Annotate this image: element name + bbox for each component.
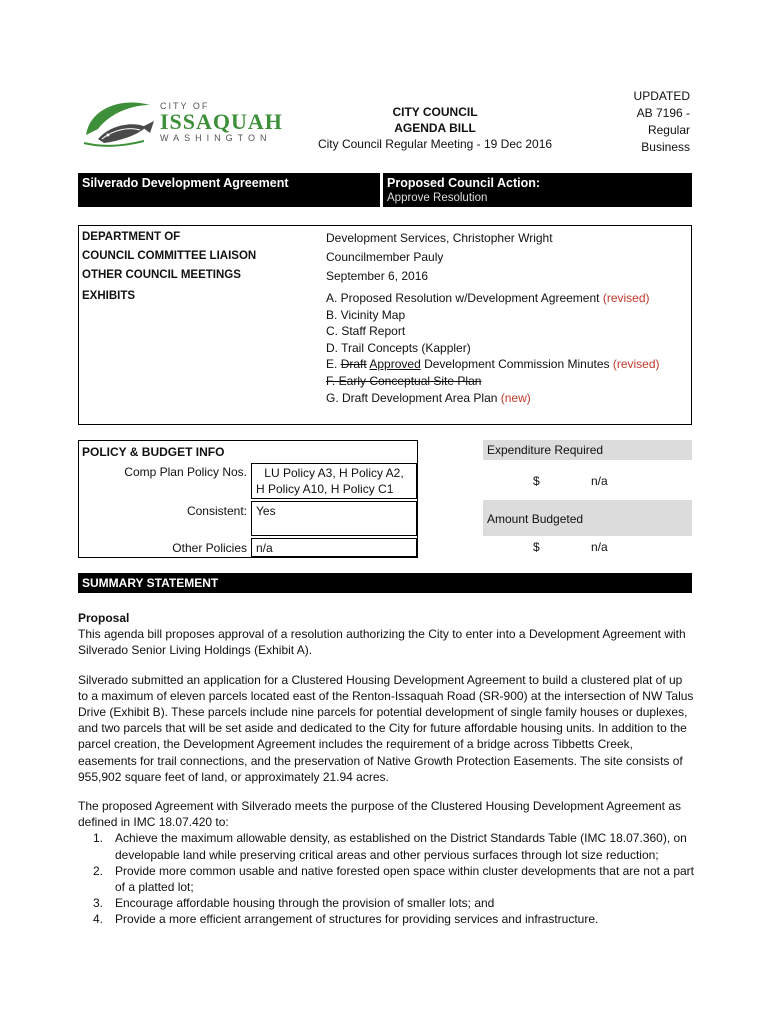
header-updated: UPDATED	[633, 89, 690, 103]
list-number: 2.	[93, 863, 104, 878]
other-policies-value: n/a	[251, 538, 417, 557]
exhibits-label: EXHIBITS	[82, 290, 136, 302]
exhibit-a[interactable]: A. Proposed Resolution w/Development Agreement	[326, 291, 600, 305]
logo-state: WASHINGTON	[160, 133, 272, 143]
exhibit-item	[326, 356, 660, 373]
department-value: Development Services, Christopher Wright	[326, 231, 553, 245]
council-action-label: Proposed Council Action:	[387, 176, 541, 190]
consistent-label: Consistent:	[186, 504, 247, 518]
struck-text: Draft	[340, 357, 367, 372]
list-number: 1.	[93, 831, 104, 846]
liaison-label: COUNCIL COMMITTEE LIAISON	[82, 250, 257, 262]
dollar-sign: $	[533, 540, 540, 554]
other-policies-label: Other Policies	[172, 541, 247, 555]
policy-box	[78, 440, 418, 558]
dollar-sign: $	[533, 474, 540, 488]
list-item	[78, 895, 694, 911]
header-line2: AGENDA BILL	[394, 121, 476, 135]
budget-box	[483, 440, 692, 558]
comp-plan-line1: LU Policy A3, H Policy A2,	[264, 466, 404, 480]
revised-tag: (revised)	[602, 291, 650, 305]
exhibit-c[interactable]: C. Staff Report	[326, 324, 406, 339]
exhibits-list	[326, 290, 660, 406]
budgeted-label: Amount Budgeted	[483, 500, 692, 536]
exhibit-g[interactable]: G. Draft Development Area Plan	[326, 390, 498, 405]
city-logo	[80, 95, 283, 151]
subject-bar	[78, 173, 380, 207]
exhibit-b[interactable]: B. Vicinity Map	[326, 307, 406, 322]
list-text: Encourage affordable housing through the provision of smaller lots; and	[115, 896, 495, 911]
council-action-bar	[383, 173, 692, 207]
header-business: Business	[641, 140, 690, 154]
department-label: DEPARTMENT OF	[82, 231, 181, 243]
summary-bar: SUMMARY STATEMENT	[78, 573, 692, 593]
list-item	[78, 863, 694, 895]
subject-title: Silverado Development Agreement	[82, 176, 289, 190]
header-regular: Regular	[647, 123, 690, 137]
list-item	[78, 911, 694, 927]
exhibit-e-prefix: E.	[326, 357, 338, 372]
liaison-value: Councilmember Pauly	[326, 250, 444, 264]
exhibit-f: F. Early Conceptual Site Plan	[326, 373, 482, 388]
expenditure-label: Expenditure Required	[483, 440, 692, 460]
meetings-label: OTHER COUNCIL MEETINGS	[82, 269, 241, 281]
summary-paragraph-3: The proposed Agreement with Silverado meets the purpose of the Clustered Housing Development Agreement as defined in IMC 18.07.420 to:	[78, 799, 682, 830]
list-text: Achieve the maximum allowable density, as established on the District Standards Table (IMC 18.07.360), on developable land while preserving critical areas and other pervious surfaces through lot size reduction;	[115, 831, 687, 862]
policy-title: POLICY & BUDGET INFO	[82, 445, 225, 459]
exhibit-item	[326, 390, 660, 407]
list-text: Provide more common usable and native forested open space within cluster developments that are not a part of a platted lot;	[115, 863, 694, 895]
revised-tag: (revised)	[612, 357, 660, 372]
new-tag: (new)	[500, 390, 531, 405]
budgeted-amount: n/a	[591, 540, 608, 554]
summary-paragraph-2: Silverado submitted an application for a Clustered Housing Development Agreement to build a clustered plat of up to a maximum of eleven parcels located east of the Renton-Issaquah Road (SR-900) at the intersection of NW Talus Drive (Exhibit B). These parcels include nine parcels for potential development of single family houses or duplexes, and two parcels that will be set aside and dedicated to the City for future affordable housing units. In addition to the parcel creation, the Development Agreement includes the requirement of a bridge across Tibbetts Creek, easements for trail connections, and the preservation of Native Growth Protection Easements. The site consists of 955,902 square feet of land, or approximately 21.94 acres.	[78, 672, 694, 784]
summary-body	[78, 610, 694, 928]
header-meeting: City Council Regular Meeting - 19 Dec 2016	[317, 137, 553, 151]
consistent-value: Yes	[251, 501, 417, 536]
header-line1: CITY COUNCIL	[392, 105, 478, 119]
header-ab-number: AB 7196 -	[636, 106, 690, 120]
exhibit-d[interactable]: D. Trail Concepts (Kappler)	[326, 340, 471, 355]
list-text: Provide a more efficient arrangement of structures for providing services and infrastructure.	[115, 912, 599, 927]
exhibit-item	[326, 290, 660, 307]
comp-plan-value	[251, 463, 417, 499]
salmon-logo-icon	[80, 95, 158, 151]
inserted-text: Approved	[369, 357, 421, 372]
exhibit-e[interactable]: Development Commission Minutes	[424, 357, 610, 372]
logo-city-name: ISSAQUAH	[160, 109, 283, 134]
header-status	[600, 88, 690, 156]
summary-paragraph-1: This agenda bill proposes approval of a resolution authorizing the City to enter into a Development Agreement with Silverado Senior Living Holdings (Exhibit A).	[78, 627, 686, 658]
agenda-header	[300, 104, 570, 152]
logo-city-of: CITY OF	[160, 101, 210, 111]
list-number: 3.	[93, 896, 104, 911]
proposal-heading: Proposal	[78, 611, 130, 625]
comp-plan-label: Comp Plan Policy Nos.	[124, 465, 247, 479]
list-item	[78, 830, 694, 862]
purpose-list	[78, 830, 694, 927]
council-action-value: Approve Resolution	[387, 192, 488, 204]
info-box	[78, 225, 692, 425]
comp-plan-line2: H Policy A10, H Policy C1	[256, 482, 394, 496]
list-number: 4.	[93, 912, 104, 927]
meetings-value: September 6, 2016	[326, 269, 429, 283]
expenditure-amount: n/a	[591, 474, 608, 488]
